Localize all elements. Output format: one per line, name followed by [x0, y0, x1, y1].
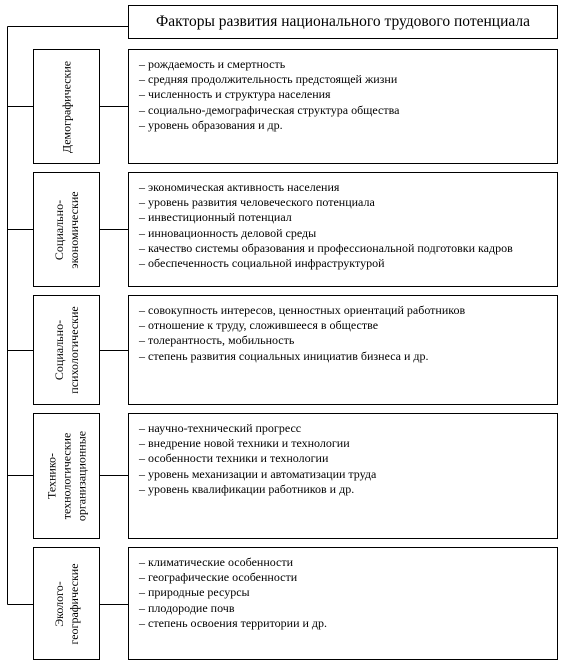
- factor-list-box-demographic: [128, 49, 558, 164]
- list-item: – численность и структура населения: [139, 87, 331, 102]
- diagram-title-box: [128, 5, 558, 39]
- list-item: – природные ресурсы: [139, 585, 250, 600]
- list-item: – обеспеченность социальной инфраструктурой: [139, 256, 385, 271]
- category-label-socio-economic: Социально- экономические: [51, 190, 81, 269]
- list-item: – степень освоения территории и др.: [139, 615, 328, 630]
- factor-list-box-technical: [128, 413, 558, 539]
- list-item: – географические особенности: [139, 570, 298, 585]
- factor-list-socio-economic: [139, 180, 547, 271]
- list-item: – плодородие почв: [139, 600, 235, 615]
- category-box-socio-psychological: [33, 295, 100, 405]
- category-label-demographic: Демографические: [59, 60, 73, 153]
- list-item: – толерантность, мобильность: [139, 333, 295, 348]
- diagram-title: Факторы развития национального трудового потенциала: [155, 13, 530, 30]
- list-item: – уровень развития человеческого потенциала: [139, 195, 375, 210]
- list-item: – научно-технический прогресс: [139, 421, 302, 435]
- factor-list-ecological: [139, 555, 547, 631]
- factor-list-box-ecological: [128, 547, 558, 660]
- factor-list-technical: [139, 421, 547, 497]
- list-item: – уровень образования и др.: [139, 117, 283, 132]
- list-item: – климатические особенности: [139, 555, 294, 569]
- factor-list-box-socio-economic: [128, 172, 558, 287]
- list-item: – качество системы образования и профессиональной подготовки кадров: [139, 240, 513, 255]
- list-item: – инвестиционный потенциал: [139, 210, 292, 225]
- list-item: – степень развития социальных инициатив бизнеса и др.: [139, 348, 429, 363]
- list-item: – рождаемость и смертность: [139, 57, 286, 71]
- factor-list-demographic: [139, 57, 547, 133]
- list-item: – уровень механизации и автоматизации труда: [139, 466, 377, 481]
- category-label-technical: Технико- технологические организационные: [44, 430, 88, 522]
- list-item: – средняя продолжительность предстоящей жизни: [139, 72, 398, 87]
- list-item: – экономическая активность населения: [139, 180, 340, 194]
- list-item: – уровень квалификации работников и др.: [139, 481, 355, 496]
- list-item: – социально-демографическая структура общества: [139, 102, 400, 117]
- factor-list-box-socio-psychological: [128, 295, 558, 405]
- category-box-ecological: [33, 547, 100, 660]
- category-box-socio-economic: [33, 172, 100, 287]
- category-label-socio-psychological: Социально- психологические: [51, 306, 81, 394]
- category-box-demographic: [33, 49, 100, 164]
- factor-list-socio-psychological: [139, 303, 547, 364]
- category-label-ecological: Эколого- географические: [51, 562, 81, 645]
- category-box-technical: [33, 413, 100, 539]
- list-item: – особенности техники и технологии: [139, 451, 329, 466]
- list-item: – внедрение новой техники и технологии: [139, 436, 350, 451]
- list-item: – инновационность деловой среды: [139, 225, 317, 240]
- list-item: – совокупность интересов, ценностных ориентаций работников: [139, 303, 466, 317]
- list-item: – отношение к труду, сложившееся в обществе: [139, 318, 379, 333]
